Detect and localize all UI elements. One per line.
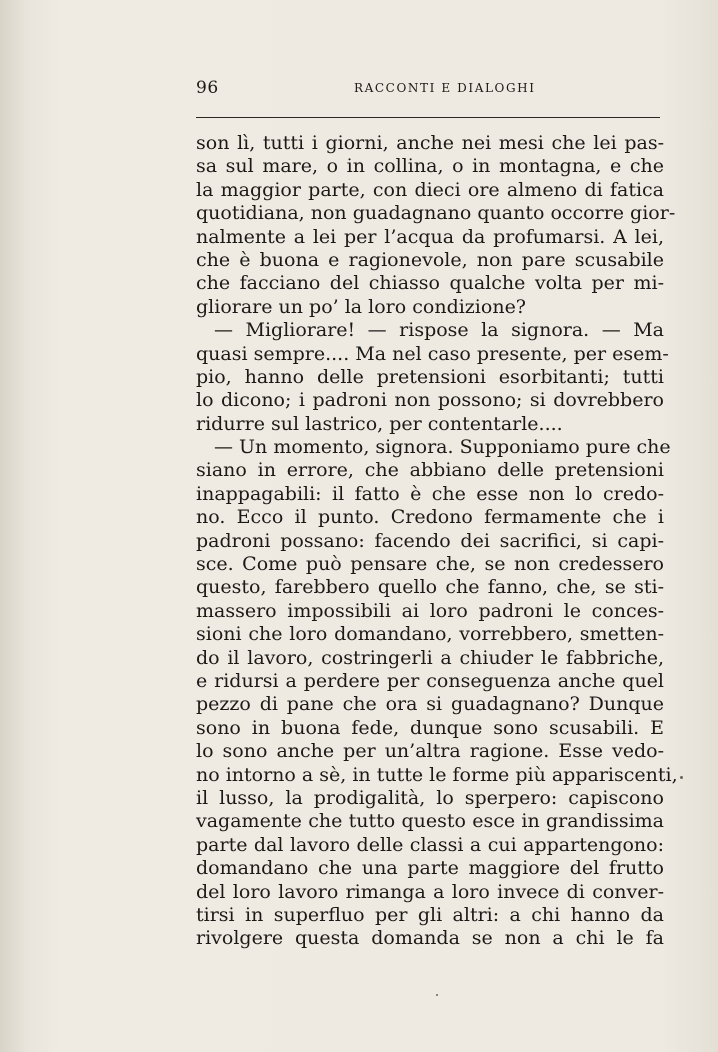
body-text — [196, 132, 678, 951]
text-line: — Migliorare! — rispose la signora. — Ma — [214, 319, 664, 342]
text-line: sce. Come può pensare che, se non credessero — [196, 553, 664, 576]
text-line: no intorno a sè, in tutte le forme più appariscenti, — [196, 763, 678, 786]
text-line: che è buona e ragionevole, non pare scusabile — [196, 248, 664, 271]
text-line: quotidiana, non guadagnano quanto occorre gior- — [196, 202, 676, 225]
text-line: sono in buona fede, dunque sono scusabili. E — [196, 716, 664, 739]
running-title: RACCONTI E DIALOGHI — [354, 81, 536, 95]
text-line: nalmente a lei per l’acqua da profumarsi. A lei, — [196, 225, 664, 248]
text-line: do il lavoro, costringerli a chiuder le fabbriche, — [196, 646, 664, 669]
text-line: lo sono anche per un’altra ragione. Esse vedo- — [196, 740, 664, 763]
paper-speck — [680, 776, 683, 779]
text-line: gliorare un po’ la loro condizione? — [196, 295, 526, 318]
text-line: del loro lavoro rimanga a loro invece di conver- — [196, 880, 664, 903]
text-line: ridurre sul lastrico, per contentarle.... — [196, 412, 563, 435]
text-line: quasi sempre.... Ma nel caso presente, per esem- — [196, 342, 669, 365]
text-line: no. Ecco il punto. Credono fermamente che i — [196, 506, 664, 529]
page-header — [196, 78, 660, 100]
text-line: questo, farebbero quello che fanno, che, se sti- — [196, 576, 664, 599]
text-line: — Un momento, signora. Supponiamo pure che — [214, 436, 671, 459]
header-rule — [196, 117, 660, 118]
text-line: pezzo di pane che ora si guadagnano? Dunque — [196, 693, 664, 716]
text-line: rivolgere questa domanda se non a chi le fa — [196, 927, 664, 950]
text-line: parte dal lavoro delle classi a cui appartengono: — [196, 833, 664, 856]
text-line: lo dicono; i padroni non possono; si dovrebbero — [196, 389, 664, 412]
text-line: sioni che loro domandano, vorrebbero, smetten- — [196, 623, 664, 646]
page-number: 96 — [196, 78, 219, 98]
text-line: vagamente che tutto questo esce in grandissima — [196, 810, 664, 833]
text-line: padroni possano: facendo dei sacrifici, si capi- — [196, 529, 664, 552]
text-line: e ridursi a perdere per conseguenza anche quel — [196, 669, 664, 692]
text-line: sa sul mare, o in collina, o in montagna, e che — [196, 155, 664, 178]
text-line: siano in errore, che abbiano delle pretensioni — [196, 459, 664, 482]
paper-speck — [436, 994, 438, 996]
text-line: son lì, tutti i giorni, anche nei mesi che lei pas- — [196, 132, 664, 154]
text-line: la maggior parte, con dieci ore almeno di fatica — [196, 178, 664, 201]
text-line: che facciano del chiasso qualche volta per mi- — [196, 272, 664, 295]
text-line: pio, hanno delle pretensioni esorbitanti; tutti — [196, 365, 664, 388]
text-line: inappagabili: il fatto è che esse non lo credo- — [196, 482, 664, 505]
text-line: il lusso, la prodigalità, lo sperpero: capiscono — [196, 786, 664, 809]
text-line: tirsi in superfluo per gli altri: a chi hanno da — [196, 903, 664, 926]
text-line: domandano che una parte maggiore del frutto — [196, 857, 664, 880]
text-line: massero impossibili ai loro padroni le conces- — [196, 599, 664, 622]
